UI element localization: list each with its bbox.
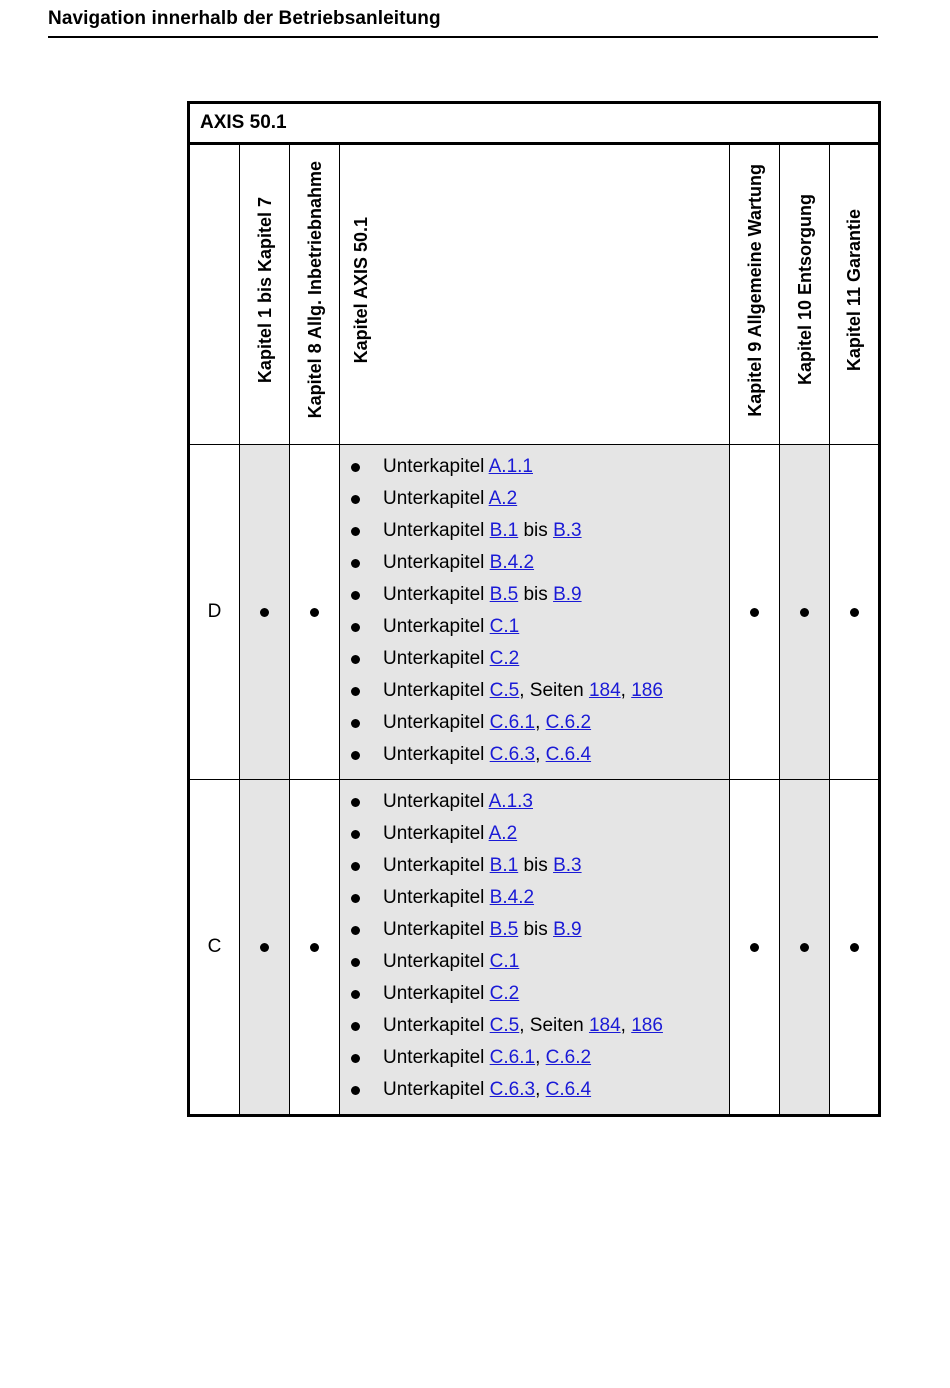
chapter-mark-cell [290, 780, 340, 1116]
item-prefix: Unterkapitel [383, 488, 489, 509]
column-header-label: Kapitel 11 Garantie [844, 208, 865, 372]
column-header-label: Kapitel 9 Allgemeine Wartung [744, 163, 765, 417]
item-separator: , [535, 744, 546, 765]
chapter-link[interactable]: 186 [631, 1015, 663, 1036]
bullet-mark [800, 943, 809, 952]
item-prefix: Unterkapitel [383, 1047, 490, 1068]
list-item [340, 1074, 729, 1106]
item-prefix: Unterkapitel [383, 584, 490, 605]
column-header [780, 144, 830, 445]
table-row [189, 780, 880, 1116]
list-item [340, 1010, 729, 1042]
page-title: Navigation innerhalb der Betriebsanleitung [48, 8, 441, 29]
item-prefix: Unterkapitel [383, 616, 490, 637]
chapter-link[interactable]: C.6.1 [489, 712, 536, 733]
list-item [340, 547, 729, 579]
list-item [340, 978, 729, 1010]
subchapter-list [340, 780, 729, 1114]
item-prefix: Unterkapitel [383, 520, 490, 541]
variant-header-cell [189, 144, 240, 445]
bullet-mark [351, 862, 360, 871]
list-item [340, 739, 729, 771]
bullet-mark [800, 608, 809, 617]
list-item [340, 643, 729, 675]
chapter-link[interactable]: B.4.2 [489, 887, 535, 908]
chapter-link[interactable]: C.6.2 [545, 1047, 592, 1068]
item-separator: , [535, 1047, 546, 1068]
chapter-navigation-table [187, 101, 881, 1117]
bullet-mark [351, 990, 360, 999]
table-row [189, 445, 880, 780]
chapter-mark-cell [780, 780, 830, 1116]
chapter-link[interactable]: B.9 [553, 919, 582, 940]
bullet-mark [351, 719, 360, 728]
item-prefix: Unterkapitel [383, 712, 490, 733]
column-header [730, 144, 780, 445]
chapter-link[interactable]: A.2 [488, 823, 518, 844]
item-separator: bis [518, 919, 554, 940]
chapter-link[interactable]: C.6.4 [545, 1079, 592, 1100]
chapter-link[interactable]: B.3 [553, 855, 582, 876]
chapter-mark-cell [730, 445, 780, 780]
item-separator: bis [518, 855, 554, 876]
column-header [290, 144, 340, 445]
item-prefix: Unterkapitel [383, 648, 490, 669]
chapter-mark-cell [290, 445, 340, 780]
column-header [240, 144, 290, 445]
chapter-link[interactable]: C.6.3 [489, 1079, 536, 1100]
item-separator: , [535, 712, 546, 733]
bullet-mark [351, 623, 360, 632]
list-item [340, 914, 729, 946]
column-header-label: Kapitel 1 bis Kapitel 7 [254, 196, 275, 384]
chapter-link[interactable]: B.5 [489, 919, 519, 940]
column-header-row [189, 144, 880, 445]
chapter-link[interactable]: C.6.4 [545, 744, 592, 765]
list-item [340, 515, 729, 547]
bullet-mark [351, 559, 360, 568]
item-prefix: Unterkapitel [383, 887, 490, 908]
column-header-label: Kapitel AXIS 50.1 [351, 216, 371, 364]
list-item [340, 675, 729, 707]
list-item [340, 483, 729, 515]
chapter-link[interactable]: 184 [588, 1015, 621, 1036]
chapter-link[interactable]: C.5 [489, 1015, 520, 1036]
item-prefix: Unterkapitel [383, 552, 490, 573]
item-prefix: Unterkapitel [383, 744, 490, 765]
bullet-mark [351, 591, 360, 600]
list-item [340, 611, 729, 643]
bullet-mark [750, 608, 759, 617]
item-separator: bis [518, 584, 554, 605]
item-prefix: Unterkapitel [383, 1079, 490, 1100]
bullet-mark [351, 655, 360, 664]
chapter-link[interactable]: B.1 [489, 520, 519, 541]
bullet-mark [351, 798, 360, 807]
chapter-mark-cell [730, 780, 780, 1116]
chapter-link[interactable]: C.2 [489, 648, 520, 669]
item-separator: , [535, 1079, 546, 1100]
chapter-link[interactable]: B.1 [489, 855, 519, 876]
list-item [340, 707, 729, 739]
item-prefix: Unterkapitel [383, 855, 490, 876]
variant-cell: D [189, 445, 240, 780]
item-prefix: Unterkapitel [383, 456, 489, 477]
subchapter-list [340, 445, 729, 779]
item-separator: , [620, 680, 632, 701]
chapter-mark-cell [830, 780, 880, 1116]
bullet-mark [310, 608, 319, 617]
column-header [830, 144, 880, 445]
chapter-mark-cell [780, 445, 830, 780]
bullet-mark [351, 687, 360, 696]
column-header [340, 144, 730, 445]
list-item [340, 1042, 729, 1074]
chapter-mark-cell [830, 445, 880, 780]
bullet-mark [351, 894, 360, 903]
bullet-mark [351, 1022, 360, 1031]
item-separator: , [620, 1015, 632, 1036]
list-item [340, 451, 729, 483]
item-prefix: Unterkapitel [383, 1015, 490, 1036]
subchapter-cell [340, 445, 730, 780]
bullet-mark [260, 608, 269, 617]
chapter-link[interactable]: 186 [631, 680, 663, 701]
chapter-link[interactable]: C.1 [489, 951, 520, 972]
chapter-link[interactable]: C.6.2 [545, 712, 592, 733]
chapter-link[interactable]: A.1.1 [488, 456, 533, 477]
chapter-link[interactable]: C.6.1 [489, 1047, 536, 1068]
chapter-link[interactable]: C.5 [489, 680, 520, 701]
list-item [340, 786, 729, 818]
table-title: AXIS 50.1 [189, 103, 880, 144]
chapter-link[interactable]: B.5 [489, 584, 519, 605]
item-separator: , Seiten [519, 1015, 589, 1036]
bullet-mark [351, 751, 360, 760]
bullet-mark [310, 943, 319, 952]
chapter-mark-cell [240, 780, 290, 1116]
item-prefix: Unterkapitel [383, 791, 489, 812]
page-header [48, 6, 878, 38]
item-prefix: Unterkapitel [383, 951, 490, 972]
bullet-mark [351, 527, 360, 536]
bullet-mark [850, 608, 859, 617]
chapter-link[interactable]: B.3 [553, 520, 582, 541]
bullet-mark [351, 830, 360, 839]
item-prefix: Unterkapitel [383, 983, 490, 1004]
list-item [340, 818, 729, 850]
bullet-mark [351, 958, 360, 967]
subchapter-cell [340, 780, 730, 1116]
item-prefix: Unterkapitel [383, 919, 490, 940]
chapter-link[interactable]: C.6.3 [489, 744, 536, 765]
chapter-link[interactable]: B.4.2 [489, 552, 535, 573]
bullet-mark [260, 943, 269, 952]
item-separator: , Seiten [519, 680, 589, 701]
list-item [340, 946, 729, 978]
bullet-mark [351, 463, 360, 472]
list-item [340, 850, 729, 882]
list-item [340, 579, 729, 611]
chapter-link[interactable]: A.1.3 [488, 791, 533, 812]
item-prefix: Unterkapitel [383, 823, 489, 844]
chapter-link[interactable]: C.1 [489, 616, 520, 637]
bullet-mark [850, 943, 859, 952]
item-separator: bis [518, 520, 554, 541]
bullet-mark [351, 1054, 360, 1063]
chapter-link[interactable]: B.9 [553, 584, 582, 605]
bullet-mark [750, 943, 759, 952]
bullet-mark [351, 926, 360, 935]
list-item [340, 882, 729, 914]
variant-cell: C [189, 780, 240, 1116]
item-prefix: Unterkapitel [383, 680, 490, 701]
chapter-mark-cell [240, 445, 290, 780]
chapter-link[interactable]: A.2 [488, 488, 518, 509]
bullet-mark [351, 1086, 360, 1095]
column-header-label: Kapitel 8 Allg. Inbetriebnahme [304, 161, 325, 419]
chapter-link[interactable]: C.2 [489, 983, 520, 1004]
table-body [189, 445, 880, 1116]
bullet-mark [351, 495, 360, 504]
chapter-link[interactable]: 184 [588, 680, 621, 701]
column-header-label: Kapitel 10 Entsorgung [794, 194, 815, 386]
